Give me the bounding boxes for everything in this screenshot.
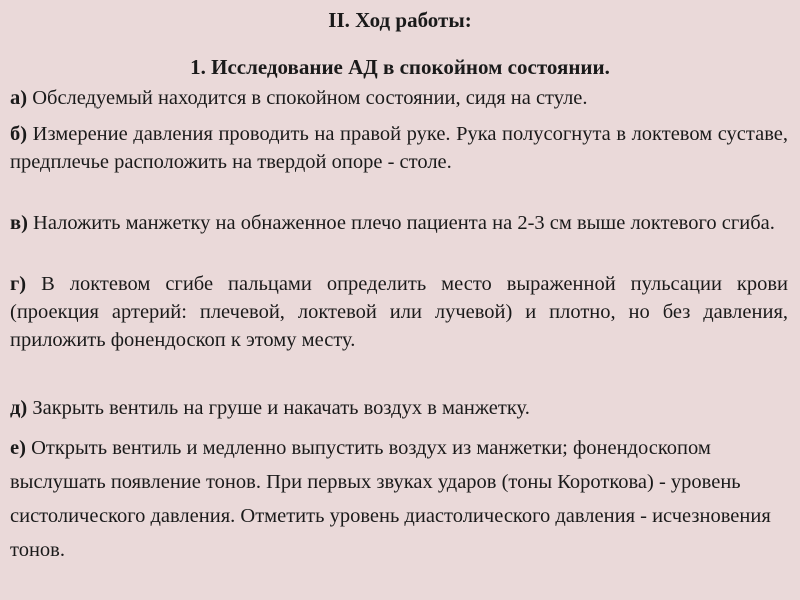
step-text: Наложить манжетку на обнаженное плечо пациента на 2-3 см выше локтевого сгиба. [27,212,775,234]
step-e [10,431,788,567]
step-text: Открыть вентиль и медленно выпустить воздух из манжетки; фонендоскопом выслушать появление тонов. При первых звуках ударов (тоны Короткова) - уровень систолического давления. Отметить уровень диастолического давления - исчезновения тонов. [10,437,771,561]
step-marker: г) [10,273,27,295]
step-b [10,120,788,176]
step-marker: б) [10,123,28,145]
step-g [10,270,788,354]
step-v [10,209,788,237]
step-text: Обследуемый находится в спокойном состоянии, сидя на стуле. [27,87,588,109]
step-text: Закрыть вентиль на груше и накачать воздух в манжетку. [27,397,530,419]
step-marker: е) [10,437,26,459]
step-marker: а) [10,87,28,109]
step-d [10,394,788,422]
step-a [10,84,788,112]
step-text: Измерение давления проводить на правой руке. Рука полусогнута в локтевом суставе, предплечье расположить на твердой опоре - столе. [10,123,788,173]
subsection-title: 1. Исследование АД в спокойном состоянии. [190,55,610,79]
section-title: II. Ход работы: [328,8,472,32]
step-text: В локтевом сгибе пальцами определить место выраженной пульсации крови (проекция артерий: плечевой, локтевой или лучевой) и плотно, но без давления, приложить фонендоскоп к этому месту. [10,273,788,351]
step-marker: д) [10,397,28,419]
step-marker: в) [10,212,28,234]
